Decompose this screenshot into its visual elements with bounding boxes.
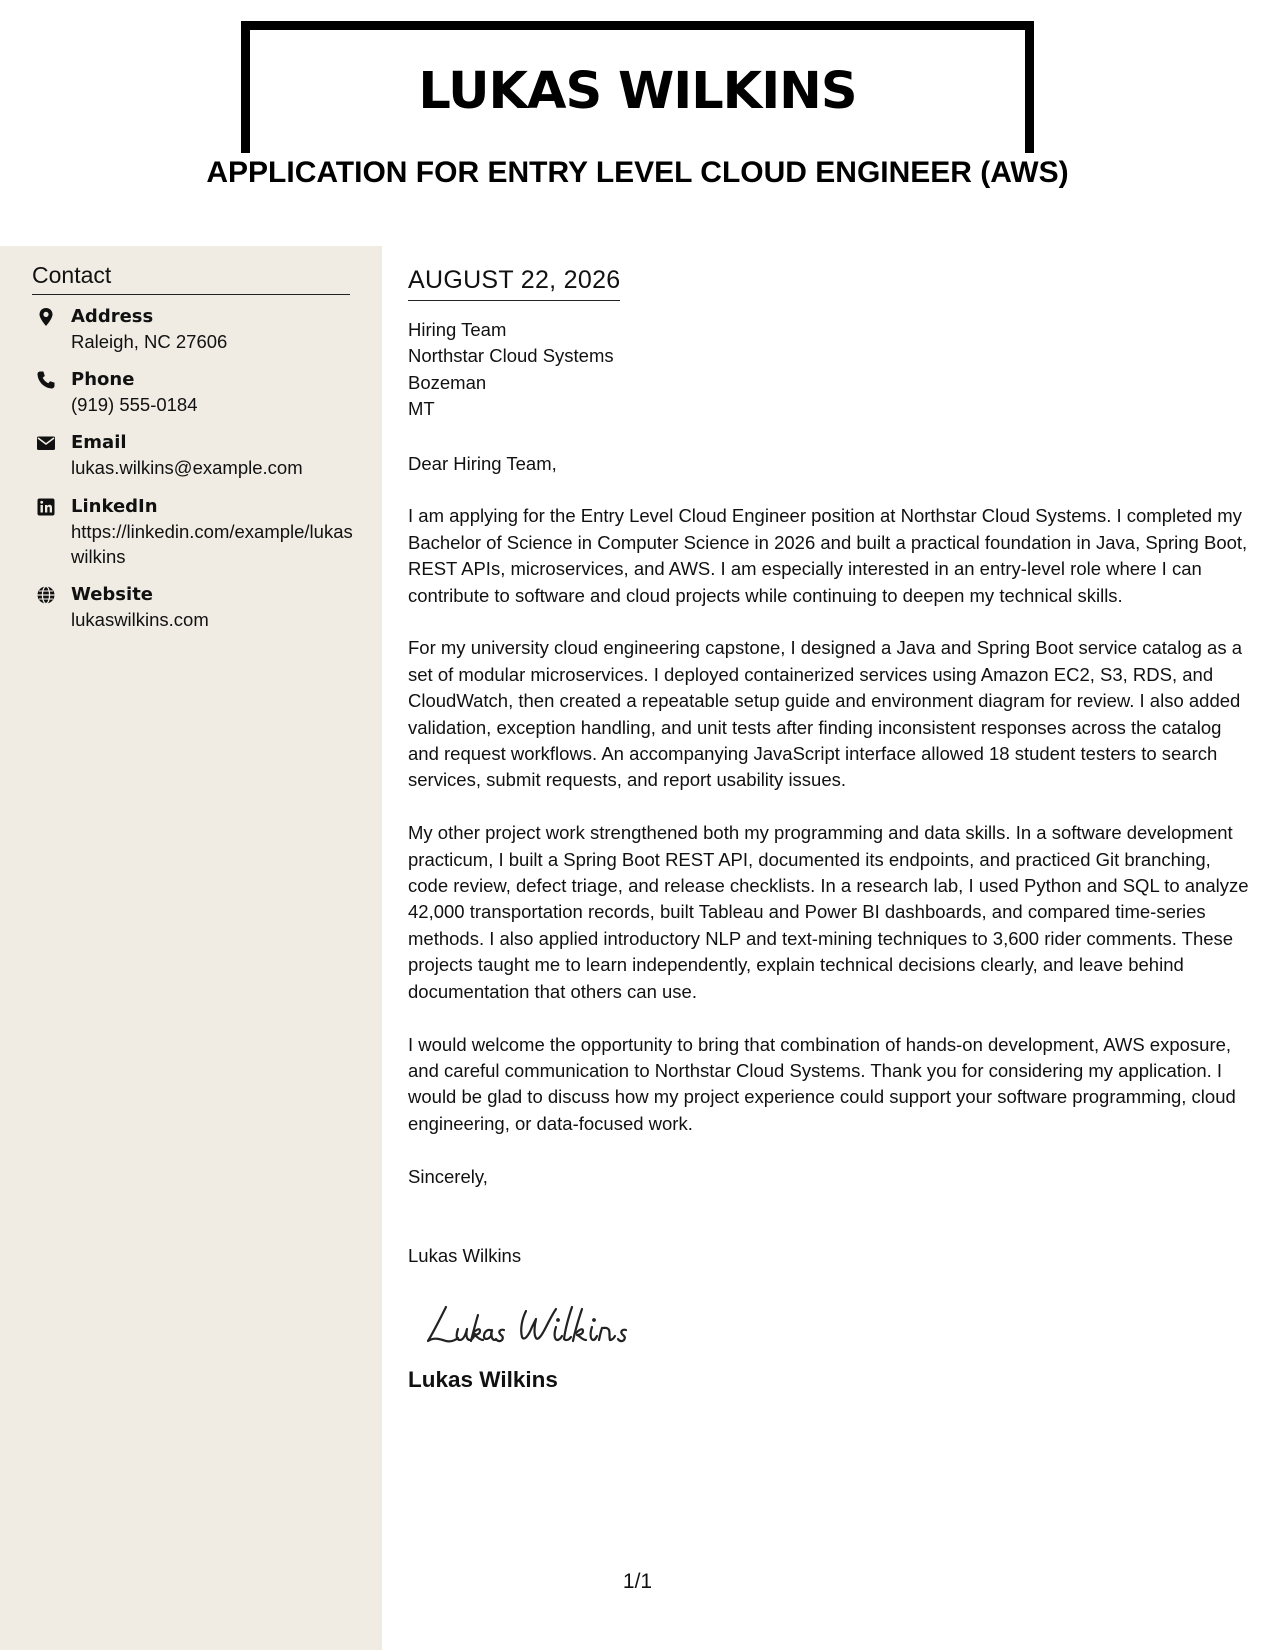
body-paragraph: I would welcome the opportunity to bring that combination of hands-on development, AWS exposure, and careful communication to Northstar Cloud Systems. Thank you for considering my application. I would be glad to discuss how my project experience could support your software programming, cloud engineering, or data-focused work. <box>408 1033 1236 1134</box>
handwritten-signature <box>422 1297 662 1353</box>
envelope-icon <box>36 433 56 453</box>
recipient-block <box>408 317 1253 423</box>
linkedin-label: LinkedIn <box>71 496 158 517</box>
address-label: Address <box>71 306 154 327</box>
recipient-line: Bozeman <box>408 371 487 393</box>
location-pin-icon <box>36 307 56 327</box>
signatory-name: Lukas Wilkins <box>408 1367 558 1393</box>
contact-heading: Contact <box>32 260 350 295</box>
address-value: Raleigh, NC 27606 <box>71 331 228 352</box>
recipient-line: Northstar Cloud Systems <box>408 345 614 367</box>
typed-name: Lukas Wilkins <box>408 1244 522 1266</box>
website-label: Website <box>71 584 154 605</box>
body-paragraph: I am applying for the Entry Level Cloud Engineer position at Northstar Cloud Systems. I completed my Bachelor of Science in Computer Science in 2026 and built a practical foundation in Java, Spring Boot, REST APIs, microservices, and AWS. I am especially interested in an entry-level role where I can contribute to software and cloud projects while continuing to deepen my technical skills. <box>408 505 1248 606</box>
email-label: Email <box>71 432 127 453</box>
email-value[interactable]: lukas.wilkins@example.com <box>71 457 303 478</box>
website-value[interactable]: lukaswilkins.com <box>71 609 209 630</box>
recipient-line: Hiring Team <box>408 319 507 340</box>
recipient-line: MT <box>408 398 435 420</box>
phone-value: (919) 555-0184 <box>71 394 198 415</box>
salutation: Dear Hiring Team, <box>408 452 557 474</box>
body-paragraph: My other project work strengthened both my programming and data skills. In a software development practicum, I built a Spring Boot REST API, documented its endpoints, and practiced Git branching, code review, defect triage, and release checklists. In a research lab, I used Python and SQL to analyze 42,000 transportation records, built Tableau and Power BI dashboards, and compared time-series methods. I also applied introductory NLP and text-mining techniques to 3,600 rider comments. These projects taught me to learn independently, explain technical decisions clearly, and leave behind documentation that others can use. <box>408 822 1249 1002</box>
phone-icon <box>36 370 56 390</box>
globe-icon <box>36 585 56 605</box>
body-paragraph: For my university cloud engineering capstone, I designed a Java and Spring Boot service catalog as a set of modular microservices. I deployed containerized services using Amazon EC2, S3, RDS, and CloudWatch, then created a repeatable setup guide and environment diagram for review. I also added validation, exception handling, and unit tests after finding inconsistent responses across the catalog and request workflows. An accompanying JavaScript interface allowed 18 student testers to search services, submit requests, and report usability issues. <box>408 637 1243 791</box>
phone-label: Phone <box>71 369 135 390</box>
page-number: 1/1 <box>622 1570 653 1593</box>
linkedin-value[interactable]: https://linkedin.com/example/lukaswilkins <box>71 521 353 567</box>
letter-date: AUGUST 22, 2026 <box>408 262 620 301</box>
application-title: APPLICATION FOR ENTRY LEVEL CLOUD ENGINEER (AWS) <box>0 153 1275 193</box>
candidate-name: LUKAS WILKINS <box>418 62 857 121</box>
letter-body <box>408 262 1253 1395</box>
linkedin-icon <box>36 497 56 517</box>
signature-image <box>422 1297 1253 1353</box>
closing: Sincerely, <box>408 1165 488 1187</box>
